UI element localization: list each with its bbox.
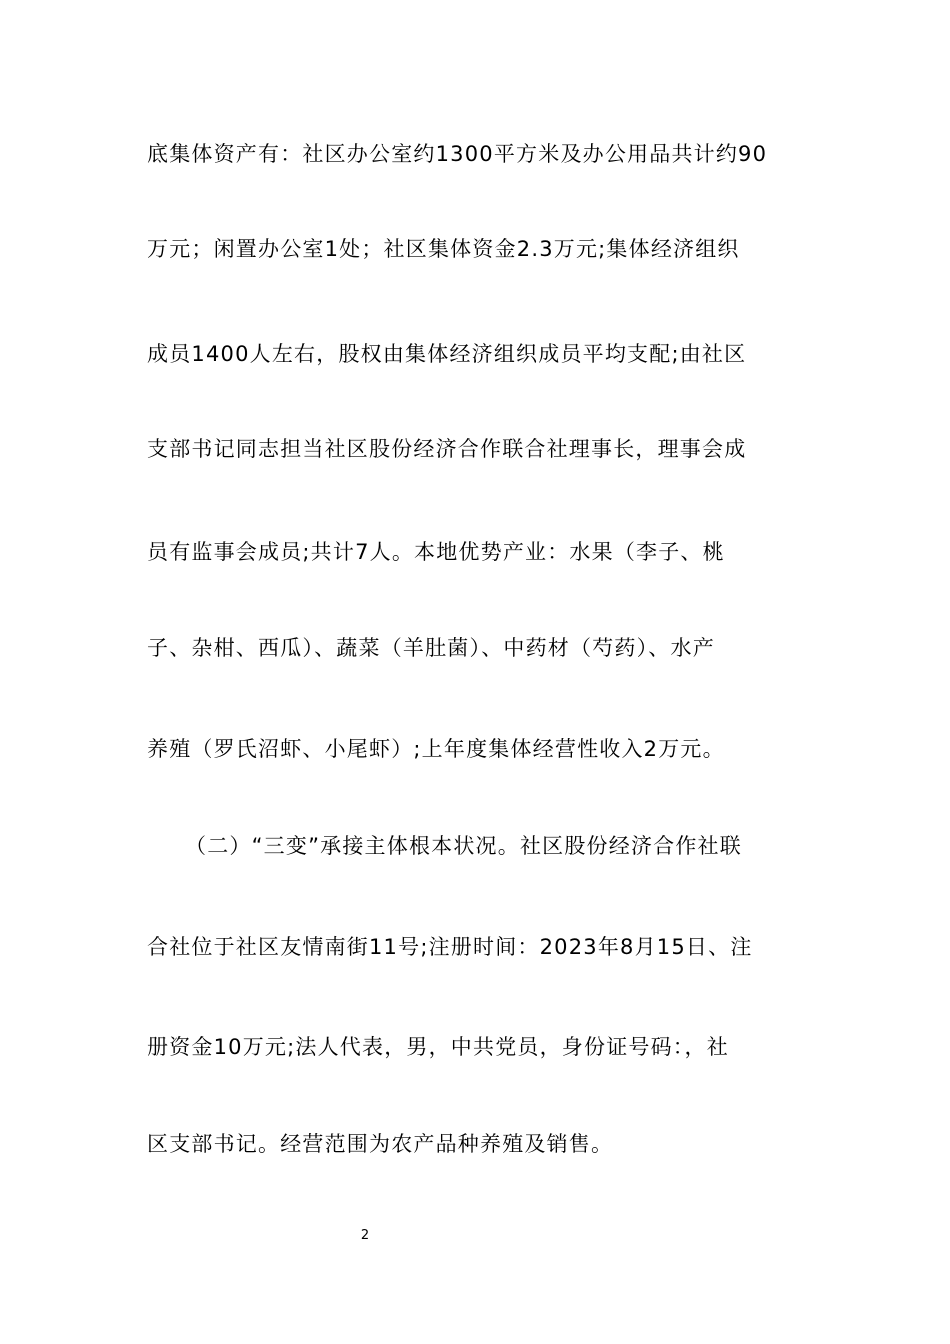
paragraph-1-line-2: 万元；闲置办公室1处；社区集体资金2.3万元;集体经济组织 xyxy=(147,237,740,261)
paragraph-1-line-4: 支部书记同志担当社区股份经济合作联合社理事长，理事会成 xyxy=(147,437,747,461)
paragraph-1-line-6: 子、杂柑、西瓜）、蔬菜（羊肚菌）、中药材（芍药）、水产 xyxy=(147,636,715,660)
paragraph-2-line-2: 合社位于社区友情南街11号;注册时间：2023年8月15日、注 xyxy=(147,935,753,959)
paragraph-1-line-1: 底集体资产有：社区办公室约1300平方米及办公用品共计约90 xyxy=(147,142,768,166)
paragraph-2-line-1: （二）“三变”承接主体根本状况。社区股份经济合作社联 xyxy=(185,834,742,858)
paragraph-2-line-4: 区支部书记。经营范围为农产品种养殖及销售。 xyxy=(147,1132,614,1156)
paragraph-1-line-7: 养殖（罗氏沼虾、小尾虾）;上年度集体经营性收入2万元。 xyxy=(147,737,725,761)
paragraph-1-line-5: 员有监事会成员;共计7人。本地优势产业：水果（李子、桃 xyxy=(147,540,725,564)
page-number: 2 xyxy=(360,1228,370,1243)
paragraph-2-line-3: 册资金10万元;法人代表，男，中共党员，身份证号码：，社 xyxy=(147,1035,729,1059)
paragraph-1-line-3: 成员1400人左右，股权由集体经济组织成员平均支配;由社区 xyxy=(147,342,747,366)
